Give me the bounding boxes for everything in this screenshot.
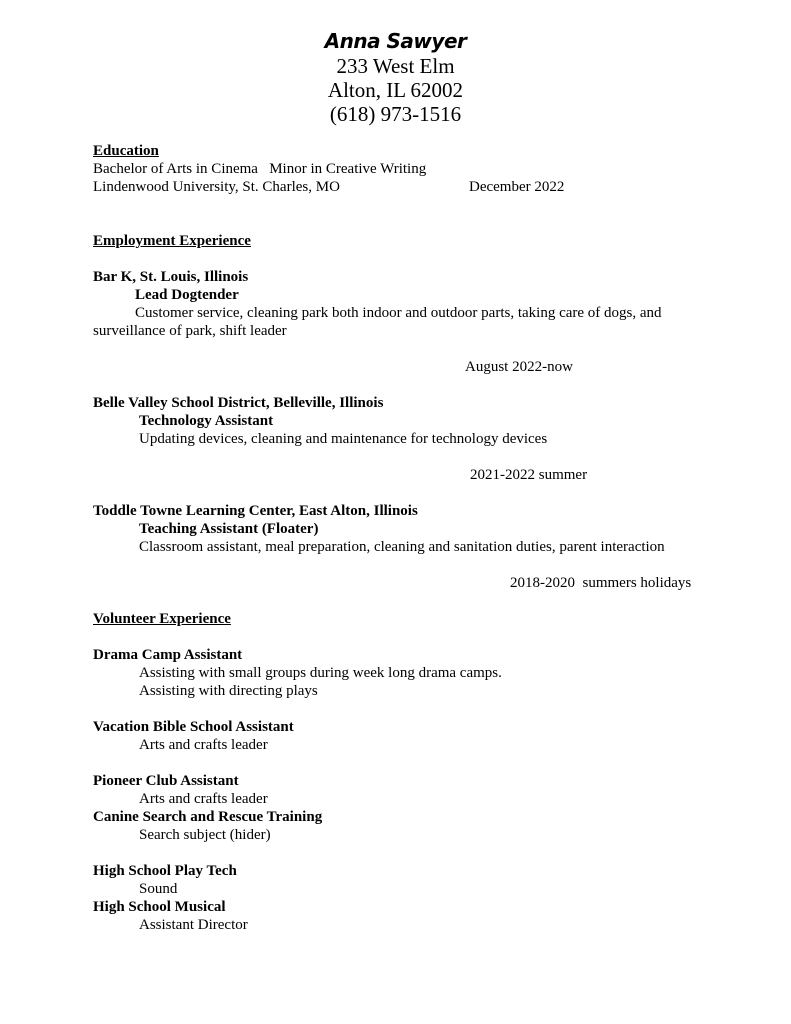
volunteer-detail: Assisting with small groups during week long drama camps. bbox=[139, 665, 502, 681]
education-school-row bbox=[93, 178, 733, 196]
volunteer-detail: Search subject (hider) bbox=[139, 827, 271, 843]
job-description: Classroom assistant, meal preparation, cleaning and sanitation duties, parent interaction bbox=[139, 539, 665, 555]
volunteer-title: High School Play Tech bbox=[93, 863, 237, 879]
employment-heading: Employment Experience bbox=[93, 233, 251, 249]
job-employer: Belle Valley School District, Belleville, Illinois bbox=[93, 395, 384, 411]
volunteer-title: High School Musical bbox=[93, 899, 226, 915]
volunteer-detail: Arts and crafts leader bbox=[139, 737, 268, 753]
job-title: Lead Dogtender bbox=[135, 287, 239, 303]
job-date: 2021-2022 summer bbox=[470, 467, 588, 483]
applicant-name: Anna Sawyer bbox=[324, 29, 467, 53]
resume-body bbox=[93, 142, 733, 934]
job-date: 2018-2020 summers holidays bbox=[510, 575, 692, 591]
volunteer-title: Drama Camp Assistant bbox=[93, 647, 243, 663]
job-title: Technology Assistant bbox=[139, 413, 274, 429]
city-state-zip: Alton, IL 62002 bbox=[327, 78, 464, 102]
volunteer-detail: Assistant Director bbox=[139, 917, 248, 933]
education-heading: Education bbox=[93, 143, 159, 159]
volunteer-title: Canine Search and Rescue Training bbox=[93, 809, 323, 825]
volunteer-detail: Assisting with directing plays bbox=[139, 683, 318, 699]
volunteer-detail: Arts and crafts leader bbox=[139, 791, 268, 807]
volunteer-heading: Volunteer Experience bbox=[93, 611, 231, 627]
phone-number: (618) 973-1516 bbox=[329, 102, 462, 126]
education-school: Lindenwood University, St. Charles, MO bbox=[93, 179, 340, 195]
job-employer: Bar K, St. Louis, Illinois bbox=[93, 269, 249, 285]
job-title: Teaching Assistant (Floater) bbox=[139, 521, 319, 537]
education-date: December 2022 bbox=[469, 179, 565, 195]
job-date: August 2022-now bbox=[465, 359, 573, 375]
job-description-cont: surveillance of park, shift leader bbox=[93, 323, 287, 339]
volunteer-title: Pioneer Club Assistant bbox=[93, 773, 239, 789]
education-degree: Bachelor of Arts in Cinema Minor in Creative Writing bbox=[93, 161, 427, 177]
volunteer-detail: Sound bbox=[139, 881, 178, 897]
resume-header bbox=[0, 28, 791, 126]
street-address: 233 West Elm bbox=[336, 54, 455, 78]
job-description: Customer service, cleaning park both indoor and outdoor parts, taking care of dogs, and bbox=[135, 305, 662, 321]
job-employer: Toddle Towne Learning Center, East Alton, Illinois bbox=[93, 503, 418, 519]
volunteer-title: Vacation Bible School Assistant bbox=[93, 719, 294, 735]
job-description: Updating devices, cleaning and maintenance for technology devices bbox=[139, 431, 548, 447]
